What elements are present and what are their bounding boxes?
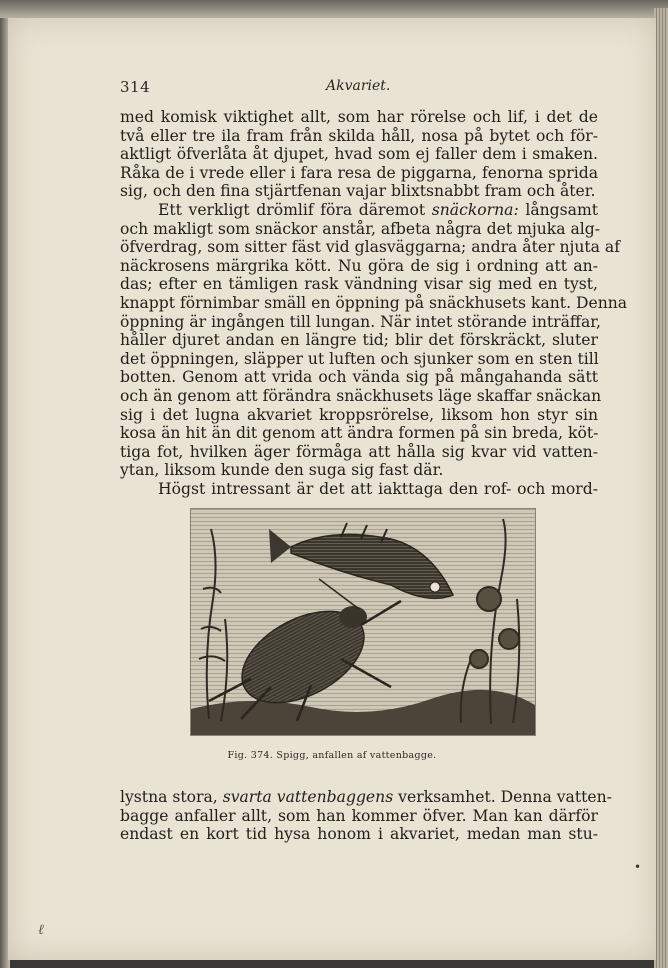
paragraph-snackorna [120,201,598,220]
paragraph-continued [120,788,612,807]
text-line: sig, och den fina stjärtfenan vajar blixtsnabbt fram och åter. [120,182,596,201]
text-line: botten. Genom att vrida och vända sig på mångahanda sätt [120,368,598,387]
book-page [8,18,656,960]
engraving-illustration [191,509,535,735]
book-page-stack [654,8,668,968]
text-line: Råka de i vrede eller i fara resa de piggarna, fenorna sprida [120,163,598,182]
text-line: kosa än hit än dit genom att ändra formen på sin breda, köt- [120,424,599,443]
body-text-lower [120,788,612,844]
text-line: det öppningen, släpper ut luften och sjunker som en sten till [120,349,599,368]
emphasis-snackorna: snäckorna: [431,200,519,219]
text-run: lystna stora, [120,788,223,806]
text-line: öppning är ingången till lungan. När intet störande inträffar, [120,312,601,331]
paragraph-vattenbagge: Högst intressant är det att iakttaga den rof- och mord- [158,479,598,498]
text-line: håller djuret andan en längre tid; blir det förskräckt, sluter [120,331,598,350]
text-line: aktligt öfverlåta åt djupet, hvad som ej faller dem i smaken. [120,145,598,164]
text-line: knappt förnimbar smäll en öppning på snäckhusets kant. Denna [120,293,628,312]
margin-mark: • [634,860,642,874]
running-head-title: Akvariet. [326,78,391,94]
margin-mark: ℓ [38,922,44,938]
text-line: sig i det lugna akvariet kroppsrörelse, liksom hon styr sin [120,405,598,424]
text-line: och makligt som snäckor anstår, afbeta några det mjuka alg- [120,219,601,238]
text-run: verksamhet. Denna vatten- [393,788,612,806]
figure-caption: Fig. 374. Spigg, anfallen af vattenbagge. [227,750,437,761]
text-line: bagge anfaller allt, som han kommer öfver. Man kan därför [120,806,598,825]
text-run: Ett verkligt drömlif föra däremot [158,200,432,219]
text-line: och än genom att förändra snäckhusets läge skaffar snäckan [120,386,602,405]
text-line: ytan, liksom kunde den suga sig fast där. [120,461,444,480]
body-text-upper [120,108,628,498]
text-line: två eller tre ila fram från skilda håll, nosa på bytet och för- [120,126,598,145]
emphasis-vattenbaggens: svarta vattenbaggens [222,788,394,806]
text-line: näckrosens märgrika kött. Nu göra de sig i ordning att an- [120,256,598,275]
page-number: 314 [120,78,151,96]
engraving-stickleback-and-water-beetle [190,508,536,736]
text-line: tiga fot, hvilken äger förmåga att hålla sig kvar vid vatten- [120,442,598,461]
text-line: das; efter en tämligen rask vändning visar sig med en tyst, [120,275,598,294]
text-line: endast en kort tid hysa honom i akvariet, medan man stu- [120,825,598,844]
text-line: med komisk viktighet allt, som har rörelse och lif, i det de [120,108,598,126]
text-line: öfverdrag, som sitter fäst vid glasväggarna; andra åter njuta af [120,238,620,257]
text-run: långsamt [518,200,598,219]
